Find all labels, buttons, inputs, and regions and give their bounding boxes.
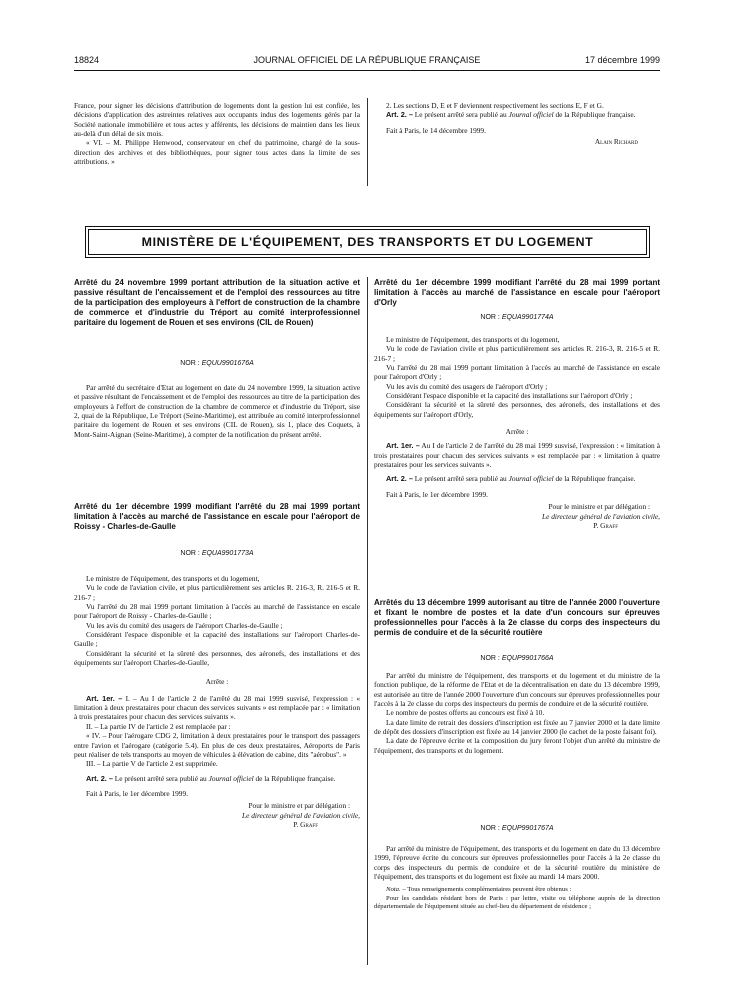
column-divider	[367, 277, 368, 965]
article-title: Arrêté du 24 novembre 1999 portant attribution de la situation active et passive résultant de l'encaissement et de l'emploi des ressources au titre de la participation des employeurs à l'effort de construction de la chambre de commerce et d'industrie du Tréport au comité interprofessionnel paritaire du logement de Rouen et ses environs (CIL de Rouen)	[74, 278, 360, 327]
paragraph: II. – La partie IV de l'article 2 est remplacée par :	[86, 721, 231, 731]
signature: P. Graff	[593, 520, 618, 530]
journal-title: JOURNAL OFFICIEL DE LA RÉPUBLIQUE FRANÇAISE	[253, 55, 481, 65]
paragraph: La date de l'épreuve écrite et la composition du jury feront l'objet d'un arrêté du ministre de l'équipement, des transports et du logement.	[374, 736, 660, 755]
article-title: Arrêté du 1er décembre 1999 modifiant l'arrêté du 28 mai 1999 portant limitation à l'accès au marché de l'assistance en escale pour l'aéroport de Roissy - Charles-de-Gaulle	[74, 502, 360, 531]
article-paragraph: Art. 2. – Le présent arrêté sera publié au Journal officiel de la République française.	[386, 474, 636, 484]
ministry-name: MINISTÈRE DE L'ÉQUIPEMENT, DES TRANSPORTS ET DU LOGEMENT	[141, 235, 594, 249]
paragraph: III. – La partie V de l'article 2 est supprimée.	[86, 759, 218, 769]
article-label: Art. 1er. –	[386, 441, 420, 451]
paragraph: Considérant la sécurité et la sûreté des personnes, des aéronefs, des installations et des équipements sur l'aéroport Charles-de-Gaulle,	[74, 648, 360, 668]
top-right-column	[374, 101, 660, 146]
article-body	[374, 844, 660, 911]
article-title: Arrêté du 1er décembre 1999 modifiant l'arrêté du 28 mai 1999 portant limitation à l'accès au marché de l'assistance en escale pour l'aéroport d'Orly	[374, 278, 660, 307]
paragraph: 2. Les sections D, E et F deviennent respectivement les sections E, F et G.	[386, 101, 604, 110]
note-paragraph: Nota. – Tous renseignements complémentaires peuvent être obtenus :	[386, 886, 572, 894]
arrete-heading: Arrête :	[505, 427, 529, 437]
paragraph: La date limite de retrait des dossiers d'inscription est fixée au 7 janvier 2000 et la date limite de dépôt des dossiers d'inscription est fixée au 14 janvier 2000 (le cachet de la poste faisant foi).	[374, 717, 660, 737]
nor-reference: NOR : EQUU9901676A	[180, 360, 254, 367]
paragraph: Vu le code de l'aviation civile et plus particulièrement ses articles R. 216-3, R. 216-5 et R. 216-7 ;	[374, 344, 660, 363]
note-paragraph: Pour les candidats résidant hors de Paris : par lettre, visite ou téléphone auprès de la direction départementale de l'équipement située au chef-lieu du département de résidence ;	[374, 894, 660, 910]
paragraph: France, pour signer les décisions d'attribution de logements dont la gestion lui est confiée, les décisions d'application des astreintes relatives aux occupants indus des logements gérés par la Société nationale immobilière et tous actes y afférents, les décisions de maintien dans les lieux au-delà d'un délai de six mois.	[74, 101, 360, 139]
director-line: Le directeur général de l'aviation civile,	[542, 511, 660, 521]
paragraph: Par arrêté du ministre de l'équipement, des transports et du logement en date du 13 décembre 1999, l'épreuve écrite du concours sur épreuves professionnelles pour l'accès à la 2e classe du corps des inspecteurs du permis de conduire et de la sécurité routière du ministère de l'équipement, des transports et du logement est fixée au mardi 14 mars 2000.	[374, 844, 660, 882]
paragraph: Vu les avis du comité des usagers de l'aéroport Charles-de-Gaulle ;	[86, 620, 283, 630]
article-label: Art. 2. –	[386, 474, 413, 484]
ministry-heading	[88, 229, 647, 255]
article-paragraph: Art. 1er. – Au I de l'article 2 de l'arrêté du 28 mai 1999 susvisé, l'expression : « limitation à trois prestataires pour chacun des services suivants » est remplacée par : « limitation à quatre prestataires pour les services suivants ».	[374, 441, 660, 470]
fait-line: Fait à Paris, le 1er décembre 1999.	[386, 489, 488, 499]
top-left-column	[74, 101, 360, 166]
header-rule	[74, 70, 660, 71]
nor-reference: NOR : EQUP9901767A	[480, 825, 554, 832]
fait-line: Fait à Paris, le 14 décembre 1999.	[386, 125, 486, 135]
nor-reference: NOR : EQUA9901774A	[480, 314, 554, 321]
article-paragraph: Art. 2. – Le présent arrêté sera publié au Journal officiel de la République française.	[386, 110, 636, 120]
fait-line: Fait à Paris, le 1er décembre 1999.	[86, 788, 188, 798]
paragraph: « VI. – M. Philippe Henwood, conservateur en chef du patrimoine, chargé de la sous-direction des archives et des bibliothèques, pour signer tous actes dans la limite de ses attributions. »	[74, 138, 360, 167]
note-label: Nota.	[386, 886, 401, 894]
article-label: Art. 2. –	[386, 110, 413, 120]
paragraph: « IV. – Pour l'aérogare CDG 2, limitation à deux prestataires pour le transport des passagers entre l'avion et l'aérogare (catégorie 5.4). En plus de ces deux prestataires, Aéroports de Paris peut réaliser de tels transports au moyen de véhicules à élévation de cabine, dits "aérobus". »	[74, 731, 360, 759]
delegation-line: Pour le ministre et par délégation :	[248, 801, 350, 811]
paragraph: Vu l'arrêté du 28 mai 1999 portant limitation à l'accès au marché de l'assistance en escale pour l'aéroport d'Orly ;	[374, 363, 660, 382]
paragraph: Par arrêté du ministre de l'équipement, des transports et du logement et du ministre de la fonction publique, de la réforme de l'Etat et de la décentralisation en date du 13 décembre 1999, est autorisée au titre de l'année 2000 l'ouverture d'un concours sur épreuves professionnelles pour l'accès à la 2e classe du corps des inspecteurs du permis de conduire et de la sécurité routière.	[374, 671, 661, 709]
nor-reference: NOR : EQUP9901766A	[480, 655, 554, 662]
delegation-line: Pour le ministre et par délégation :	[548, 502, 650, 512]
article-body	[374, 335, 660, 530]
paragraph: Par arrêté du secrétaire d'Etat au logement en date du 24 novembre 1999, la situation active et passive résultant de l'encaissement et de l'emploi des ressources au titre de la participation des employeurs à l'effort de construction de la chambre de commerce et d'industrie du Tréport, sise 2, quai de la République, Le Tréport (Seine-Maritime), est attribuée au comité interprofessionnel paritaire du logement de Rouen et ses environs (CIL de Rouen), sis 1, place des Coquets, à Mont-Saint-Aignan (Seine-Maritime), à compter de la notification du présent arrêté.	[74, 383, 360, 439]
article-title: Arrêtés du 13 décembre 1999 autorisant au titre de l'année 2000 l'ouverture et fixant le nombre de postes et la date d'un concours sur épreuves professionnelles pour l'accès à la 2e classe du corps des inspecteurs du permis de conduire et de la sécurité routière	[374, 598, 660, 637]
paragraph: Vu les avis du comité des usagers de l'aéroport d'Orly ;	[386, 381, 548, 391]
page-number: 18824	[74, 55, 100, 65]
article-paragraph: Art. 2. – Le présent arrêté sera publié au Journal officiel de la République française.	[86, 773, 336, 783]
article-body	[374, 671, 660, 755]
director-line: Le directeur général de l'aviation civile,	[242, 810, 360, 820]
article-paragraph: Art. 1er. – I. – Au I de l'article 2 de l'arrêté du 28 mai 1999 susvisé, l'expression : « limitation à deux prestataires pour chacun des services suivants » est remplacée par : « limitation à trois prestataires pour chacun des services suivants ».	[74, 693, 360, 722]
paragraph: Le ministre de l'équipement, des transports et du logement,	[386, 335, 560, 344]
signature: P. Graff	[293, 819, 318, 829]
column-divider	[367, 98, 368, 186]
running-header	[74, 55, 660, 67]
paragraph: Considérant l'espace disponible et la capacité des installations sur l'aéroport Charles-de-Gaulle ;	[74, 630, 360, 649]
article-body	[74, 574, 360, 829]
paragraph: Vu le code de l'aviation civile, et plus particulièrement ses articles R. 216-3, R. 216-5 et R. 216-7 ;	[74, 583, 360, 602]
arrete-heading: Arrête :	[205, 677, 229, 687]
paragraph: Vu l'arrêté du 28 mai 1999 portant limitation à l'accès au marché de l'assistance en escale pour l'aéroport de Roissy - Charles-de-Gaulle ;	[74, 602, 360, 621]
issue-date: 17 décembre 1999	[584, 55, 660, 65]
paragraph: Le nombre de postes offerts au concours est fixé à 10.	[386, 708, 545, 718]
article-label: Art. 1er. –	[86, 693, 123, 703]
nor-reference: NOR : EQUA9901773A	[180, 550, 254, 557]
paragraph: Considérant la sécurité et la sûreté des personnes, des aéronefs, des installations et des équipements sur l'aéroport d'Orly,	[374, 400, 660, 419]
article-body	[74, 383, 360, 439]
signature: Alain Richard	[594, 137, 638, 147]
article-label: Art. 2. –	[86, 773, 113, 783]
paragraph: Considérant l'espace disponible et la capacité des installations sur l'aéroport d'Orly ;	[386, 391, 633, 401]
paragraph: Le ministre de l'équipement, des transports et du logement,	[86, 574, 260, 583]
